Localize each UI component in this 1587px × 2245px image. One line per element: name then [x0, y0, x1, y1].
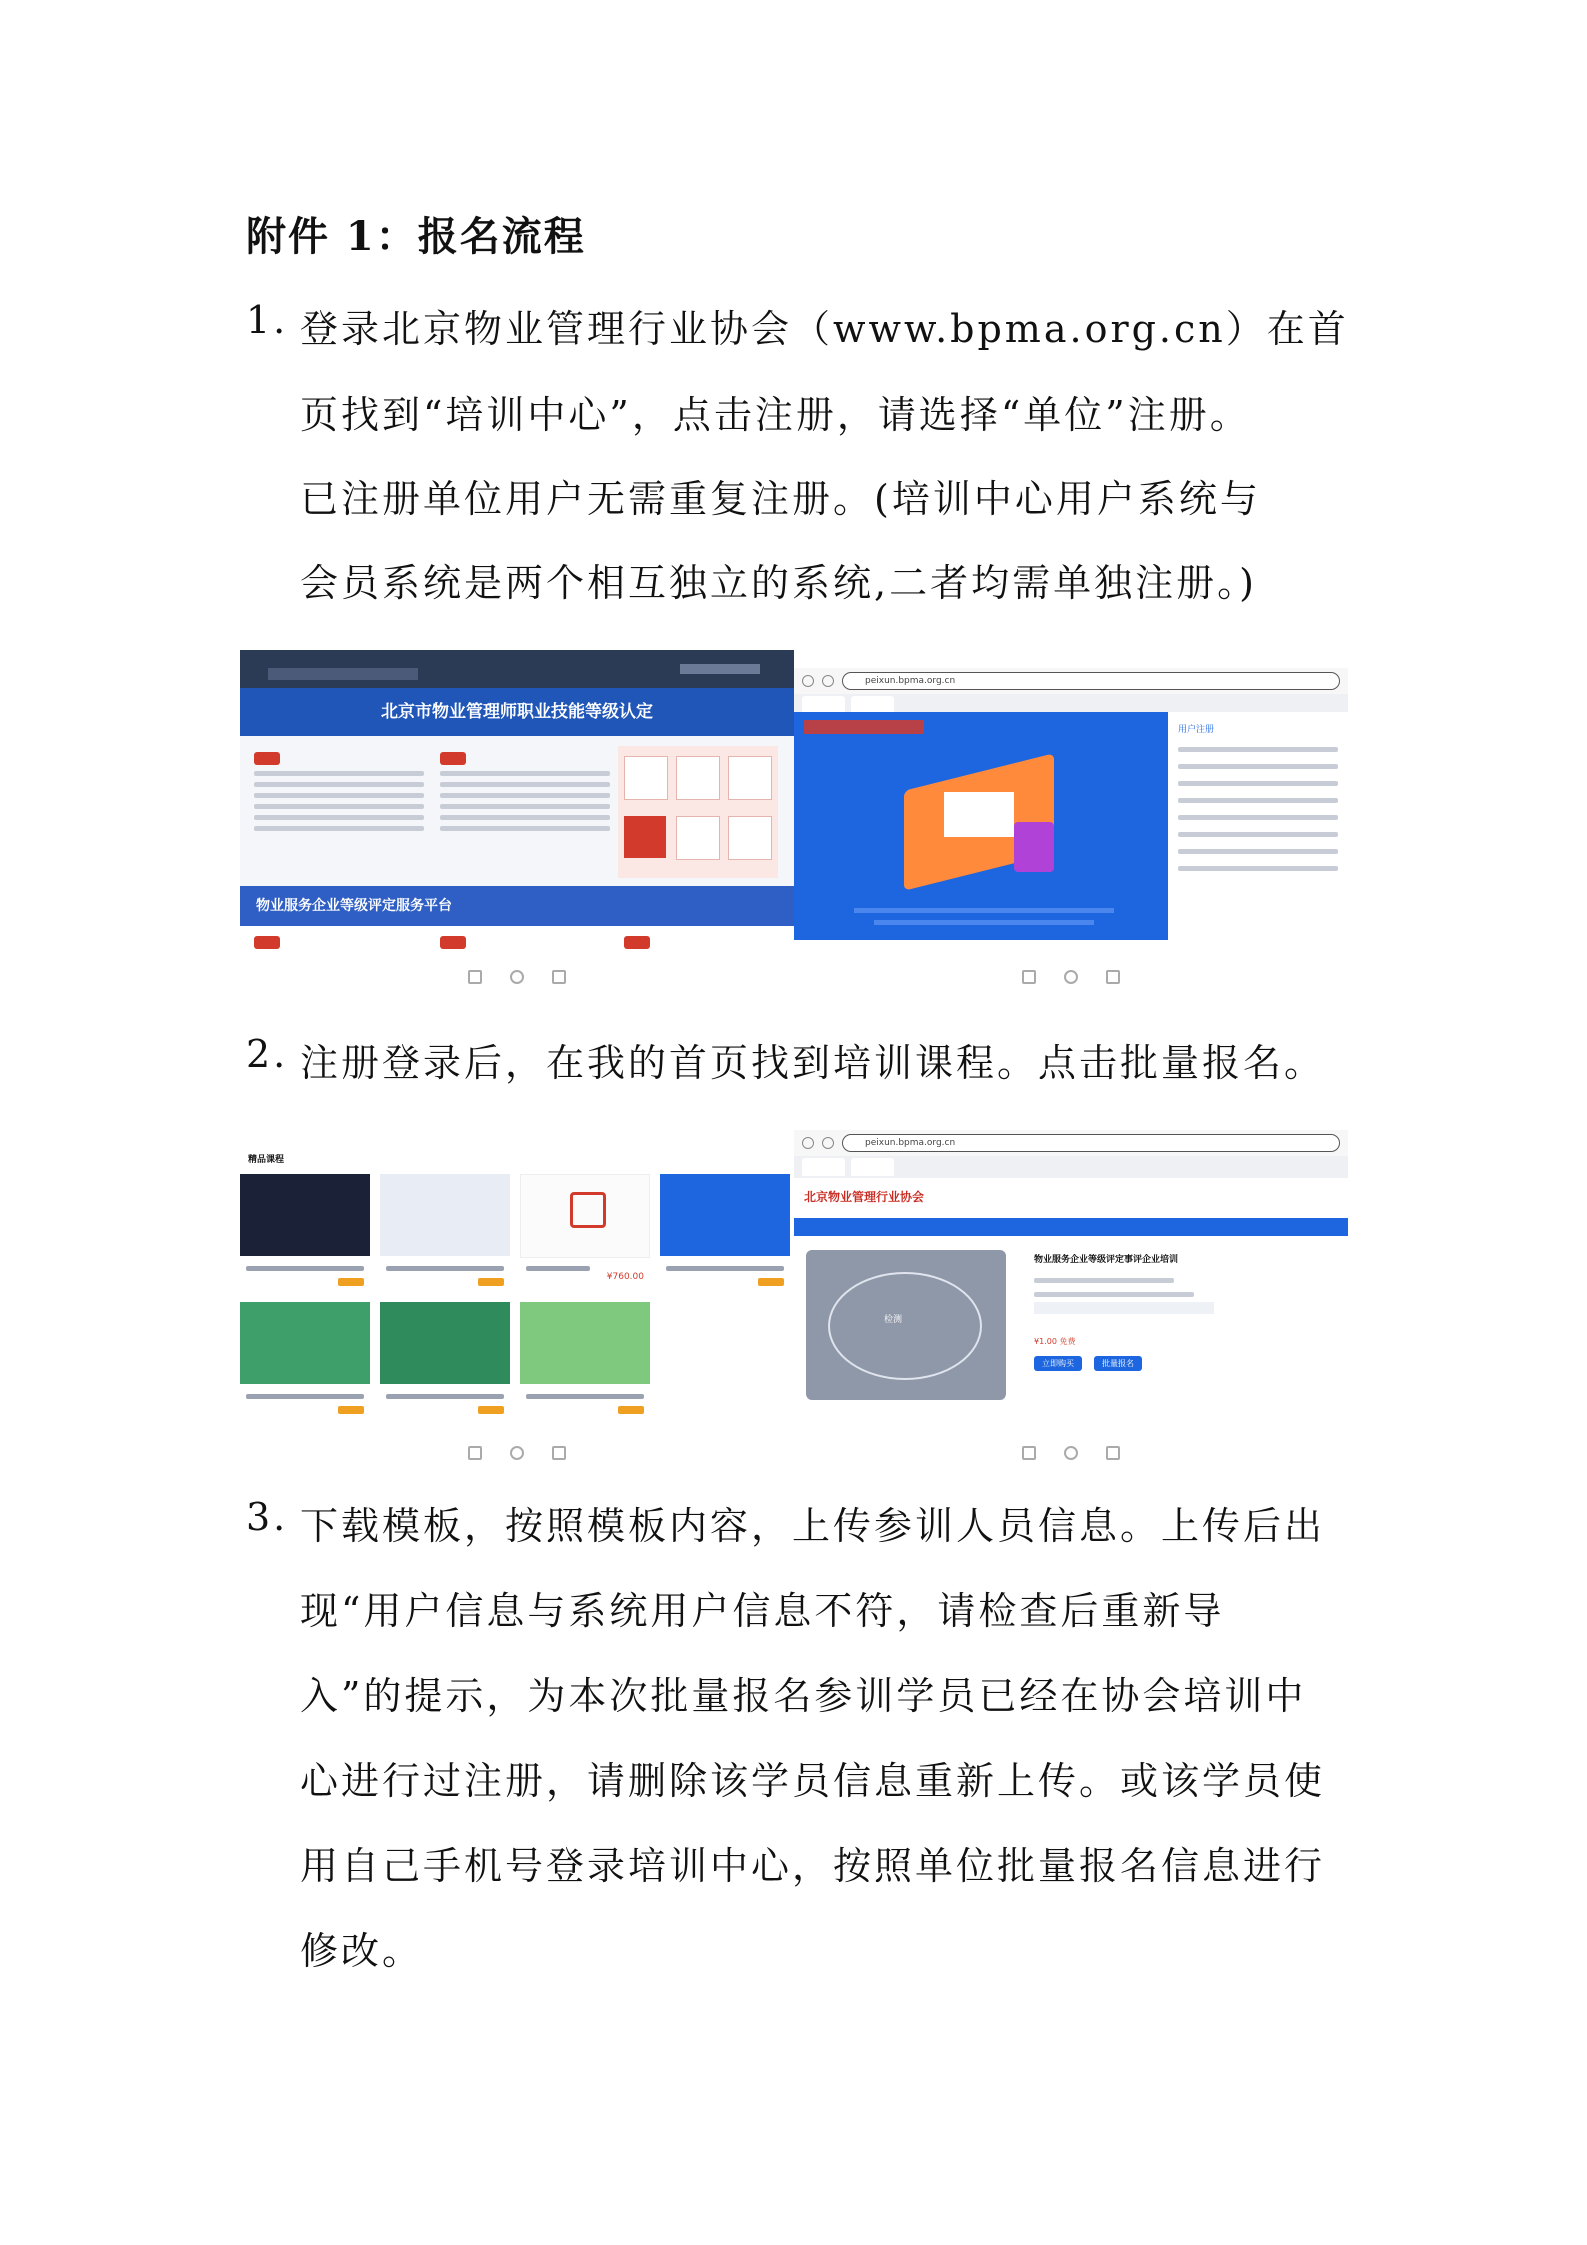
- step-line: 用自己手机号登录培训中心，按照单位批量报名信息进行: [300, 1844, 1326, 1888]
- screenshot-1a: [240, 650, 794, 990]
- section-title: 精品课程: [248, 1155, 285, 1165]
- form-title: 用户注册: [1178, 725, 1215, 735]
- price-label: ¥760.00: [606, 1272, 644, 1282]
- step-line: 入”的提示，为本次批量报名参训学员已经在协会培训中: [300, 1674, 1307, 1718]
- course-card[interactable]: [240, 1302, 370, 1420]
- platform-banner: 物业服务企业等级评定服务平台: [240, 886, 794, 926]
- course-card[interactable]: [520, 1302, 650, 1420]
- url-field[interactable]: peixun.bpma.org.cn: [842, 1134, 1340, 1152]
- step-line: 会员系统是两个相互独立的系统,二者均需单独注册。): [300, 561, 1257, 605]
- step-line: 修改。: [300, 1929, 424, 1973]
- step-number: 1.: [246, 298, 289, 342]
- step-line: 已注册单位用户无需重复注册。(培训中心用户系统与: [300, 477, 1261, 521]
- course-title: 物业服务企业等级评定事评企业培训: [1034, 1255, 1179, 1265]
- batch-enroll-button[interactable]: 批量报名: [1094, 1356, 1142, 1371]
- banner-title: 北京市物业管理师职业技能等级认定: [240, 688, 794, 736]
- course-card[interactable]: [660, 1174, 790, 1292]
- step-line: 登录北京物业管理行业协会（www.bpma.org.cn）在首: [300, 307, 1349, 351]
- price-label: ¥1.00 免费: [1034, 1337, 1076, 1346]
- step-line: 心进行过注册，请删除该学员信息重新上传。或该学员使: [300, 1759, 1326, 1803]
- url-field[interactable]: peixun.bpma.org.cn: [842, 672, 1340, 690]
- step-line: 页找到“培训中心”，点击注册，请选择“单位”注册。: [300, 393, 1251, 437]
- step-line: 现“用户信息与系统用户信息不符，请检查后重新导: [300, 1589, 1225, 1633]
- buy-now-button[interactable]: 立即购买: [1034, 1356, 1082, 1371]
- cycle-diagram: [806, 1250, 1006, 1400]
- step-2: [246, 1032, 1496, 1085]
- screenshot-2b: [794, 1112, 1348, 1466]
- step-number: 2.: [246, 1032, 289, 1076]
- page-title: 附件 1：报名流程: [246, 213, 586, 260]
- course-card[interactable]: [380, 1174, 510, 1292]
- course-card[interactable]: [380, 1302, 510, 1420]
- course-card[interactable]: [520, 1174, 650, 1292]
- site-logo: 北京物业管理行业协会: [804, 1190, 925, 1204]
- step-number: 3.: [246, 1495, 289, 1539]
- screenshot-2a: [240, 1112, 794, 1466]
- step-1: [246, 298, 1396, 618]
- screenshot-1b: [794, 650, 1348, 990]
- step-line: 注册登录后，在我的首页找到培训课程。点击批量报名。: [300, 1041, 1326, 1085]
- step-line: 下载模板，按照模板内容，上传参训人员信息。上传后出: [300, 1504, 1326, 1548]
- course-card[interactable]: [240, 1174, 370, 1292]
- step-3: [246, 1495, 1496, 1975]
- diagram-center: 检测: [884, 1315, 903, 1325]
- main-nav[interactable]: [794, 1218, 1348, 1236]
